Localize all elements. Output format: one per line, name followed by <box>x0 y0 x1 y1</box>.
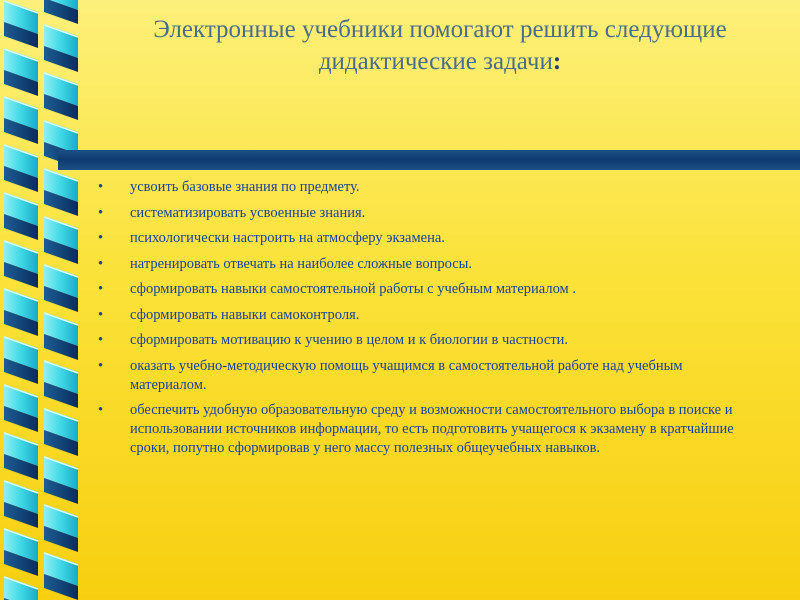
list-item-text: систематизировать усвоенные знания. <box>130 204 366 221</box>
list-item-text: сформировать мотивацию к учению в целом и к биологии в частности. <box>130 332 569 348</box>
bullet-icon: • <box>98 255 104 272</box>
slide-title <box>100 14 780 78</box>
bullet-icon: • <box>98 357 104 374</box>
bullet-icon: • <box>98 281 104 297</box>
list-item-text: сформировать навыки самостоятельной работы с учебным материалом . <box>130 281 576 297</box>
list-item-text: натренировать отвечать на наиболее сложные вопросы. <box>130 255 472 272</box>
list-item <box>98 331 758 350</box>
list-item <box>98 357 758 395</box>
bullet-icon: • <box>98 230 104 246</box>
bullet-icon: • <box>98 332 104 348</box>
list-item-text: оказать учебно-методическую помощь учащимся в самостоятельной работе над учебным материалом. <box>130 357 683 393</box>
list-item-text: психологически настроить на атмосферу экзамена. <box>130 230 445 246</box>
ribbon-segment <box>4 576 38 600</box>
title-line-2: дидактические задачи <box>318 48 553 75</box>
list-item <box>98 255 758 274</box>
list-item-text: обеспечить удобную образовательную среду и возможности самостоятельного выбора в поиске и использовании источников информации, то есть подготовить учащегося к экзамену в кратчайшие сроки, попутно сформировав у него массу полезных общеучебных навыков. <box>130 402 734 456</box>
list-item <box>98 306 758 325</box>
list-item-text: сформировать навыки самоконтроля. <box>130 306 360 323</box>
bullet-icon: • <box>98 204 104 221</box>
ribbon-decoration <box>0 0 92 600</box>
list-item <box>98 401 758 458</box>
bullet-icon: • <box>98 402 104 418</box>
list-item <box>98 280 758 299</box>
title-line-1: Электронные учебники помогают решить следующие <box>153 16 727 43</box>
title-divider-bar <box>58 150 800 170</box>
bullet-icon: • <box>98 306 104 323</box>
list-item <box>98 229 758 248</box>
list-item <box>98 178 758 197</box>
bullet-icon: • <box>98 179 104 195</box>
list-item <box>98 204 758 223</box>
list-item-text: усвоить базовые знания по предмету. <box>130 179 360 195</box>
task-list <box>98 178 758 465</box>
title-colon: : <box>552 48 562 75</box>
